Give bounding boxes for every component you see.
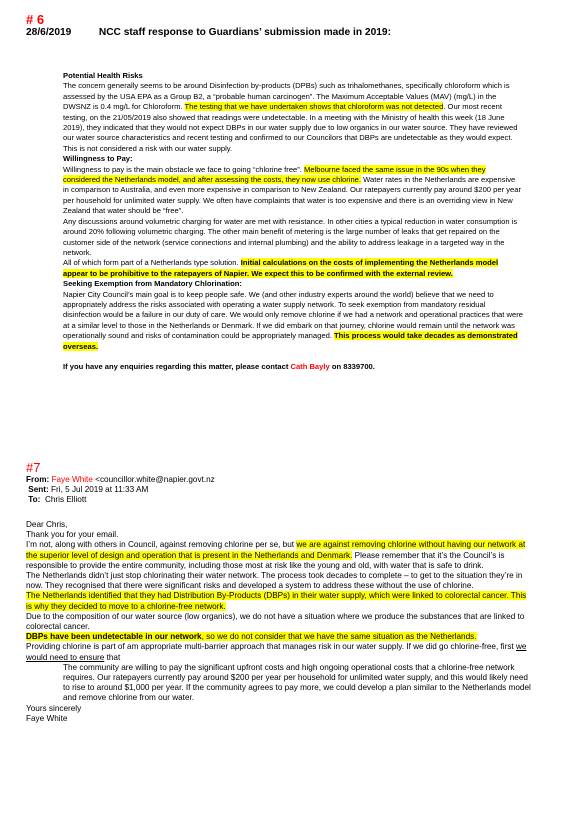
email-paragraph-3 (26, 591, 532, 611)
email-paragraph-1 (26, 540, 532, 571)
email-to-row (26, 495, 546, 505)
pay-paragraph-3 (63, 258, 523, 279)
pay-paragraph-2: Any discussions around volumetric charging for water are met with resistance. In other cities a typical reduction in water consumption is around 20% following volumetric charging. The other main benefit of metering is the large number of leaks that get repaired on the customer side of the network (service connections and internal plumbing) and the ability to address leakage in a targeted way in the network. (63, 216, 518, 257)
exemption-paragraph (63, 290, 523, 352)
p5-highlight: , so we do not consider that we have the same situation as the Netherlands. (201, 632, 477, 642)
signoff: Faye White (26, 713, 68, 723)
section-number-7: #7 (26, 460, 41, 475)
from-email: <councillor.white@napier.govt.nz (92, 475, 215, 484)
p1-highlight: we are against removing chlorine without having our network at the superior level of design and operation that is present in the Netherlands and Denmark. (26, 540, 526, 560)
closing: Yours sincerely (26, 703, 82, 713)
p3-highlight: The Netherlands identified that they had Distribution By-Products (DBPs) in their water supply, which were linked to colorectal cancer. This is why they decided to move to a chlorine-free network. (26, 591, 527, 611)
thanks-line: Thank you for your email. (26, 530, 119, 540)
p1-text-b: Please remember that it’s the Council’s is responsible to provide the entire community, including those most at risk like the young and old, with water that is safe to drink. (26, 550, 505, 570)
pay-text-b: Water rates in the Netherlands are expensive in comparison to Australia, and even more expensive in comparison to New Zealand. Our ratepayers currently pay around $200 per year per household for unlimited water supply. We often have complaints that water is too expensive and there is an overriding view in New Zealand that water should be “free”. (63, 175, 521, 216)
enquiries-line (63, 362, 523, 372)
risks-paragraph (63, 81, 523, 154)
pay-paragraph (63, 165, 523, 217)
contact-name: Cath Bayly (290, 361, 330, 371)
section-number-6: # 6 (26, 12, 45, 27)
staff-response-body (63, 71, 523, 372)
email-paragraph-4: Due to the composition of our water source (low organics), we do not have a situation where we produce the substances that are linked to colorectal cancer. (26, 611, 525, 632)
risks-text-b: . Our most recent testing, on the 21/05/2019 also showed that readings were undetectable. In a meeting with the Ministry of health this week (18 June 2019), they indicated that they would not expect DBPs in our water supply due to low organics in our water source. They have reviewed our water source characteristics and recent testing and confirmed to our Councilors that DBPs are undetectable as they would expect. This is not considered a risk with our water supply. (63, 102, 518, 153)
p6-text-a: Providing chlorine is part of am appropriate multi-barrier approach that manages risk in our water supply. If we did go chlorine-free, first (26, 642, 516, 652)
p6-underlined: we would need to ensure (26, 642, 527, 662)
email-from-row (26, 475, 546, 485)
enquiries-text-a: If you have any enquiries regarding this matter, please contact (63, 361, 291, 371)
email-paragraph-5 (26, 632, 532, 642)
pay-highlight: Melbourne faced the same issue in the 90s when they considered the Netherlands model, and after assessing the costs, they now use chlorine. (63, 164, 486, 185)
from-name: Faye White (51, 475, 93, 484)
to-value: Chris Elliott (44, 495, 87, 504)
heading-title: NCC staff response to Guardians’ submission made in 2019: (98, 27, 391, 38)
sent-value: Fri, 5 Jul 2019 at 11:33 AM (51, 485, 149, 494)
p1-text-a: I’m not, along with others in Council, against removing chlorine per se, but (26, 540, 297, 550)
email-paragraph-2: The Netherlands didn’t just stop chlorinating their water network. The process took decades to complete – to get to the situation they’re in now. They recognised that there were significant risks and developed a system to address these without the use of chlorine. (26, 571, 523, 591)
exemption-text: Napier City Council’s main goal is to keep people safe. We (and other industry experts around the world) believe that we need to appropriately address the risks associated with operating a water supply network. To seek exemption from mandatory residual disinfection would be a failure in our duty of care. We would only remove chlorine if we had a network and operational practices that were at a similar level to those in the Netherlands or Denmark. If we did embark on that journey, chlorine would remain until the network was operationally sound and risks of contamination could be appropriately managed. (63, 289, 523, 341)
risks-heading: Potential Health Risks (63, 71, 143, 80)
to-label: To: (28, 495, 41, 504)
p6-text-b: that (104, 652, 121, 662)
email-sent-row (26, 485, 546, 495)
pay-highlight-2: Initial calculations on the costs of implementing the Netherlands model appear to be prohibitive to the ratepayers of Napier. We expect this to be confirmed with the external review. (63, 258, 499, 278)
pay-text-a: Willingness to pay is the main obstacle we face to going “chlorine free”. (63, 164, 302, 174)
enquiries-text-b: on 8339700. (329, 361, 375, 371)
risks-highlight: The testing that we have undertaken shows that chloroform was not detected (184, 102, 444, 112)
pay-heading: Willingness to Pay: (63, 154, 133, 164)
exemption-highlight: This process would take decades as demonstrated overseas. (63, 331, 518, 351)
risks-text-a: The concern generally seems to be around Disinfection by-products (DPBs) such as trihalomethanes, specifically chloroform which is assessed by the USA EPA as a Group B2, a “probable human carcinogen”. The Maximum Acceptable Values (MAV) (mg/L) in the DWSNZ is 0.4 mg/L for Chloroform. (63, 81, 510, 112)
greeting: Dear Chris, (26, 520, 68, 529)
p5-highlight-bold: DBPs have been undetectable in our network (26, 632, 202, 642)
date: 28/6/2019 (26, 27, 72, 38)
email-paragraph-7: The community are willing to pay the significant upfront costs and high ongoing operational costs that a chlorine-free network requires. Our ratepayers currently pay around $200 per year per household for unlimited water supply, and this would likely need to rise to around $1,000 per year. If the community agrees to pay more, we could develop a plan similar to the Netherlands model and remove chlorine from our water. (63, 662, 531, 703)
email-paragraph-6 (26, 642, 532, 662)
pay-text-d: All of which form part of a Netherlands type solution. (63, 258, 239, 268)
exemption-heading: Seeking Exemption from Mandatory Chlorination: (63, 279, 242, 289)
email-header (26, 475, 546, 505)
sent-label: Sent: (28, 485, 49, 494)
email-body (26, 520, 532, 724)
from-label: From: (26, 475, 50, 484)
section-heading-6 (26, 27, 556, 38)
